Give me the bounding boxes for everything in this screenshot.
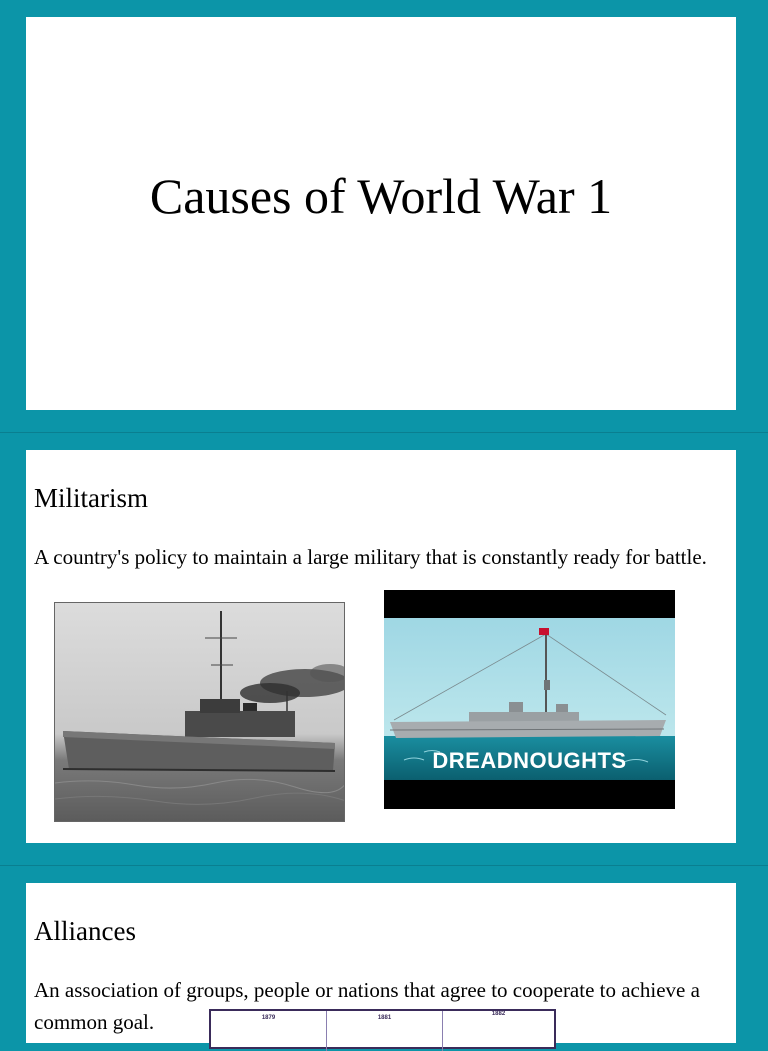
dreadnoughts-illustration — [384, 590, 675, 809]
presentation-title: Causes of World War 1 — [149, 168, 613, 224]
militarism-slide — [26, 450, 736, 843]
dreadnoughts-caption: DREADNOUGHTS — [432, 748, 627, 773]
slide-divider — [0, 432, 768, 433]
battleship-photo — [54, 602, 345, 822]
timeline-cell — [327, 1011, 443, 1051]
timeline-year: 1882 — [491, 1011, 506, 1017]
slide-divider — [0, 865, 768, 866]
timeline-cell — [443, 1011, 554, 1051]
timeline-cell — [211, 1011, 327, 1051]
slide-heading: Alliances — [34, 916, 136, 946]
slide-body-text: An association of groups, people or nations that agree to cooperate to achieve a common goal. — [34, 978, 700, 1034]
battleship-photo-drawing — [55, 603, 345, 822]
dreadnoughts-video-thumbnail[interactable] — [384, 590, 675, 809]
alliance-timeline-chart — [209, 1009, 556, 1049]
title-slide — [26, 17, 736, 410]
alliances-slide — [26, 883, 736, 1043]
timeline-year: 1881 — [377, 1015, 392, 1021]
timeline-year: 1879 — [261, 1015, 276, 1021]
slide-body-text: A country's policy to maintain a large military that is constantly ready for battle. — [34, 545, 707, 569]
slide-heading: Militarism — [34, 483, 148, 513]
